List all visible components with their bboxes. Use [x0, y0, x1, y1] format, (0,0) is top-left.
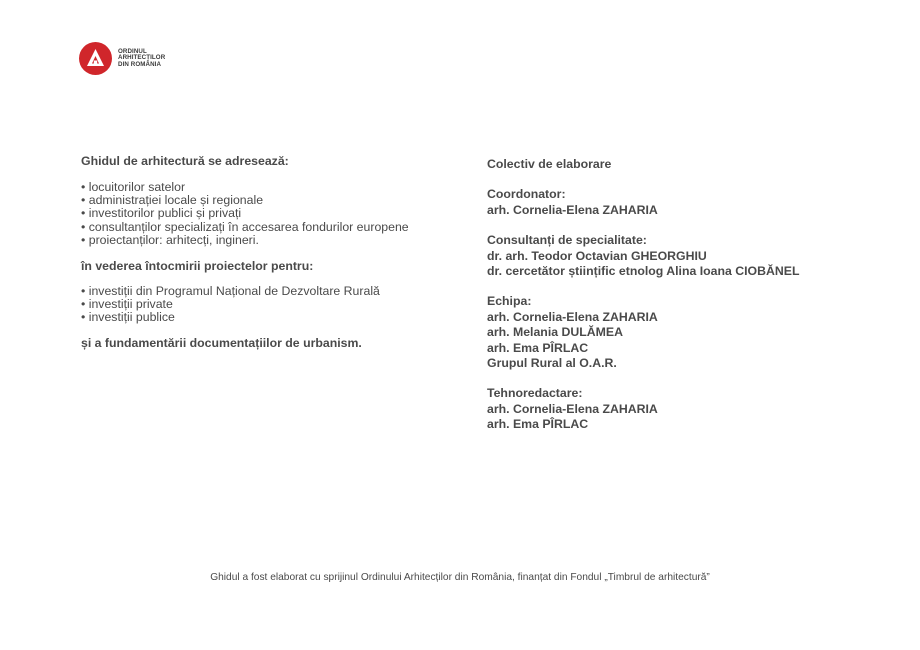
- oar-triangle-logo-icon: [79, 42, 112, 75]
- list-item: • investiții publice: [81, 311, 461, 324]
- logo-text: [118, 49, 165, 68]
- consultanti-group: [487, 233, 867, 279]
- purpose-list: [81, 285, 461, 325]
- credits-column: [487, 157, 867, 433]
- audience-heading: Ghidul de arhitectură se adresează:: [81, 154, 289, 168]
- coordonator-group: [487, 187, 867, 218]
- list-item: • investitorilor publici și privați: [81, 207, 461, 220]
- list-item: • locuitorilor satelor: [81, 181, 461, 194]
- member: arh. Cornelia-Elena ZAHARIA: [487, 401, 658, 416]
- audience-list: [81, 181, 461, 247]
- tehnoredactare-group: [487, 386, 867, 432]
- member: arh. Ema PÎRLAC: [487, 340, 589, 355]
- member: dr. arh. Teodor Octavian GHEORGHIU: [487, 248, 707, 263]
- group-label: Coordonator:: [487, 187, 566, 202]
- group-label: Consultanți de specialitate:: [487, 233, 647, 248]
- list-item: • investiții din Programul Național de Dezvoltare Rurală: [81, 285, 461, 298]
- credits-title: Colectiv de elaborare: [487, 157, 612, 171]
- member: arh. Ema PÎRLAC: [487, 417, 589, 432]
- group-label: Echipa:: [487, 294, 532, 309]
- member: arh. Melania DULĂMEA: [487, 325, 623, 340]
- list-item: • proiectanților: arhitecți, ingineri.: [81, 234, 461, 247]
- logo-line: ARHITECȚILOR: [118, 54, 166, 62]
- list-item: • administrației locale și regionale: [81, 194, 461, 207]
- echipa-group: [487, 294, 867, 371]
- audience-column: [81, 154, 461, 351]
- urbanism-heading: și a fundamentării documentațiilor de urbanism.: [81, 335, 362, 350]
- member: dr. cercetător științific etnolog Alina Ioana CIOBĂNEL: [487, 264, 800, 279]
- oar-logo: [79, 42, 165, 75]
- footer-note: Ghidul a fost elaborat cu sprijinul Ordinului Arhitecților din România, finanțat din Fondul „Timbrul de arhitectură”: [210, 572, 710, 583]
- list-item: • consultanților specializați în accesarea fondurilor europene: [81, 221, 461, 234]
- logo-line: DIN ROMÂNIA: [118, 60, 162, 68]
- logo-line: ORDINUL: [118, 47, 147, 55]
- member: arh. Cornelia-Elena ZAHARIA: [487, 202, 658, 217]
- group-label: Tehnoredactare:: [487, 386, 583, 401]
- purpose-heading: în vederea întocmirii proiectelor pentru:: [81, 259, 314, 274]
- member: Grupul Rural al O.A.R.: [487, 356, 617, 371]
- list-item: • investiții private: [81, 298, 461, 311]
- member: arh. Cornelia-Elena ZAHARIA: [487, 309, 658, 324]
